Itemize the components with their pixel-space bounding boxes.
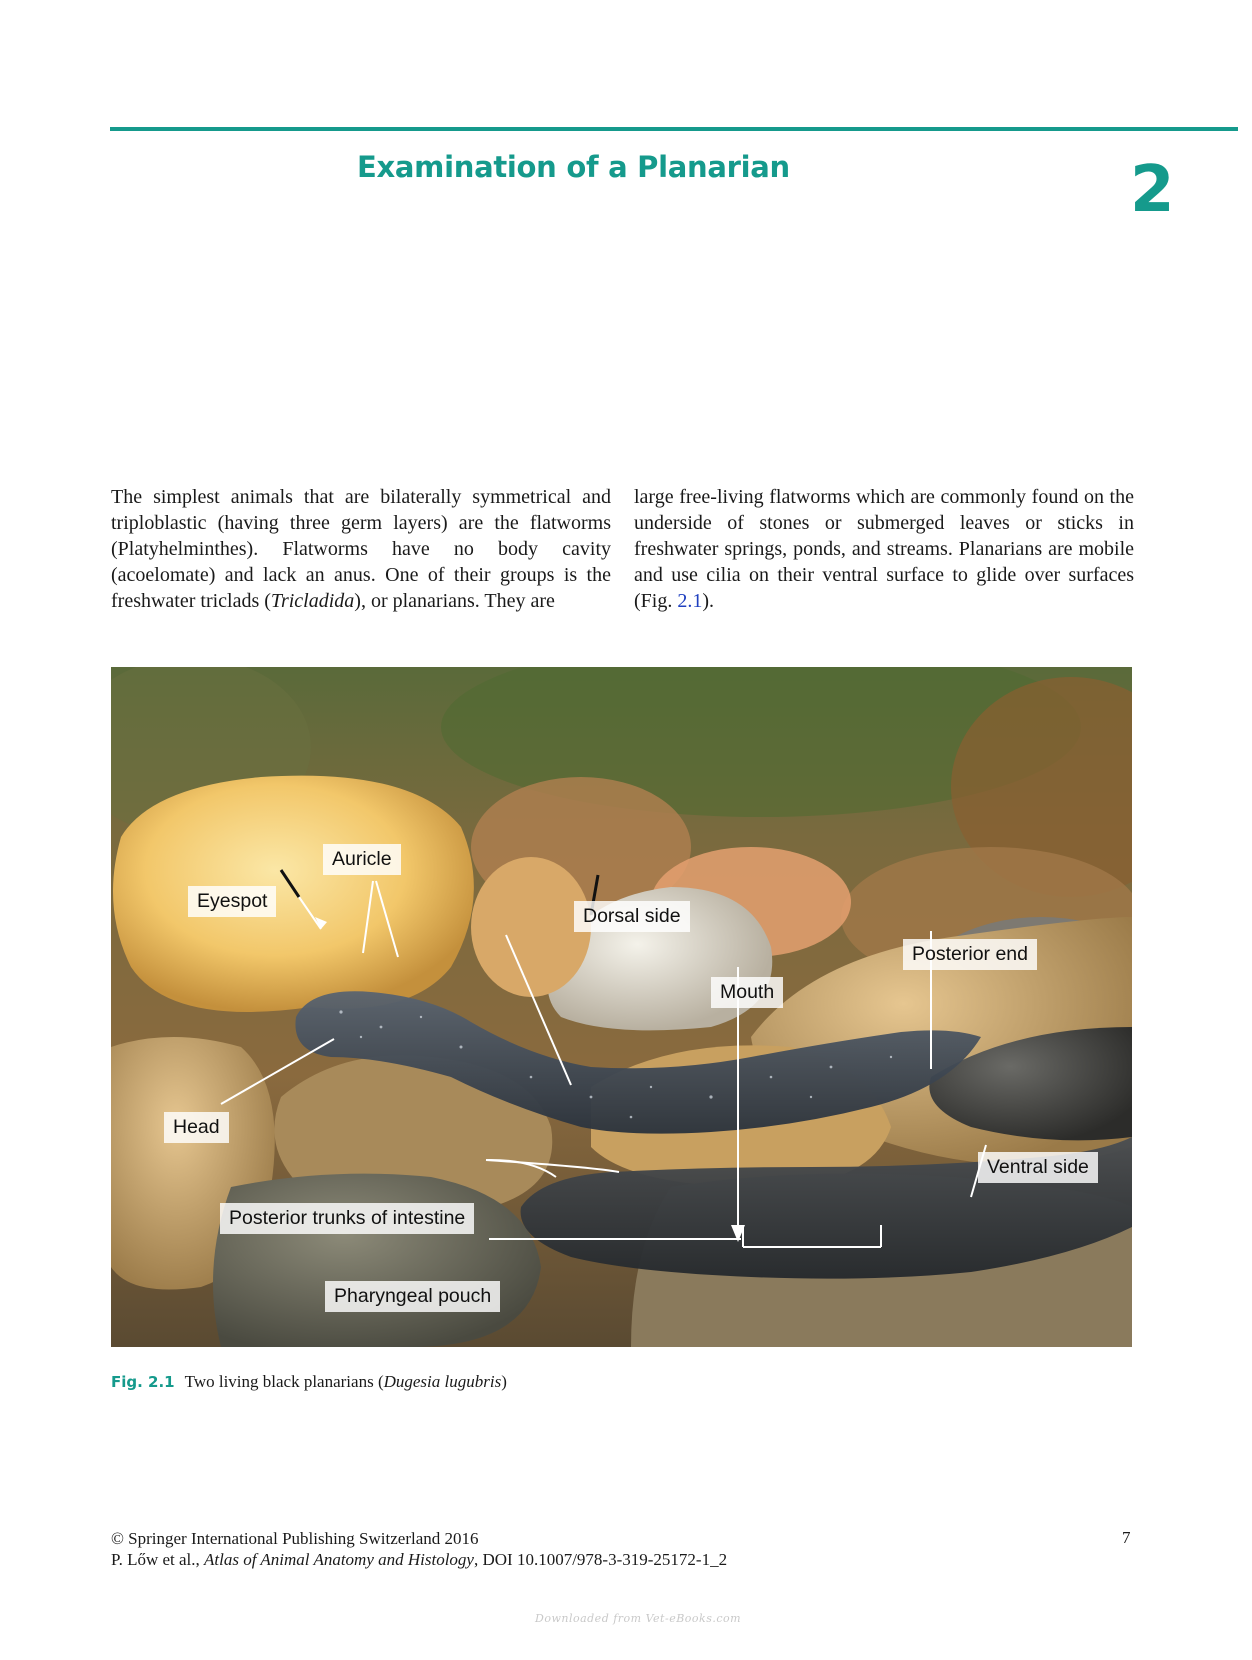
footer-citation bbox=[111, 1549, 727, 1570]
citation-authors: P. Lőw et al., bbox=[111, 1550, 205, 1569]
figure-caption-species: Dugesia lugubris bbox=[383, 1372, 502, 1391]
label-pharyngeal-pouch: Pharyngeal pouch bbox=[325, 1281, 500, 1312]
footer bbox=[111, 1528, 727, 1570]
figure-caption bbox=[111, 1372, 507, 1392]
right-text-end: ). bbox=[702, 590, 715, 612]
label-posterior-end: Posterior end bbox=[903, 939, 1037, 970]
label-auricle: Auricle bbox=[323, 844, 401, 875]
label-head: Head bbox=[164, 1112, 229, 1143]
body-text-left bbox=[111, 484, 611, 614]
chapter-title: Examination of a Planarian bbox=[357, 150, 790, 184]
label-ventral-side: Ventral side bbox=[978, 1152, 1098, 1183]
left-text-end: ), or planarians. They are bbox=[354, 590, 555, 612]
figure-caption-label: Fig. 2.1 bbox=[111, 1373, 175, 1391]
label-eyespot: Eyespot bbox=[188, 886, 276, 917]
right-text-start: large free-living flatworms which are commonly found on the underside of stones or submerged leaves or sticks in freshwater springs, ponds, and streams. Planarians are mobile and use cilia on their ventral surface to glide over surfaces (Fig. bbox=[634, 486, 1134, 612]
label-dorsal-side: Dorsal side bbox=[574, 901, 690, 932]
page-number: 7 bbox=[1122, 1528, 1131, 1547]
citation-title: Atlas of Animal Anatomy and Histology bbox=[204, 1550, 474, 1569]
left-text-start: The simplest animals that are bilaterally symmetrical and triploblastic (having three germ layers) are the flatworms (Platyhelminthes). Flatworms have no body cavity (acoelomate) and lack an anus. One of their groups is the freshwater triclads ( bbox=[111, 486, 611, 612]
planarian-photo bbox=[111, 667, 1132, 1347]
label-mouth: Mouth bbox=[711, 977, 783, 1008]
left-text-italic: Tricladida bbox=[270, 590, 355, 612]
footer-copyright: © Springer International Publishing Switzerland 2016 bbox=[111, 1529, 479, 1548]
watermark: Downloaded from Vet-eBooks.com bbox=[535, 1612, 742, 1625]
body-text-right bbox=[634, 484, 1134, 614]
header-rule bbox=[110, 127, 1238, 131]
chapter-number: 2 bbox=[1130, 153, 1175, 227]
label-posterior-trunks: Posterior trunks of intestine bbox=[220, 1203, 474, 1234]
figure-reference-link[interactable]: 2.1 bbox=[677, 590, 703, 612]
planarian-photo-figure bbox=[111, 667, 1132, 1347]
figure-caption-end: ) bbox=[501, 1372, 507, 1391]
figure-caption-text: Two living black planarians ( bbox=[184, 1372, 384, 1391]
citation-doi: , DOI 10.1007/978-3-319-25172-1_2 bbox=[473, 1550, 728, 1569]
